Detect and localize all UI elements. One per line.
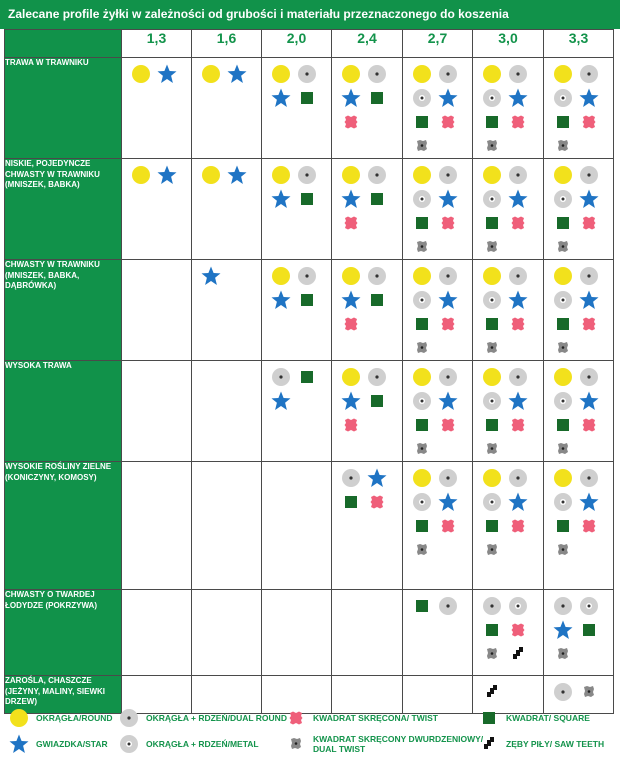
square-line-icon	[576, 618, 602, 642]
star-line-icon	[338, 389, 364, 413]
legend-label: OKRĄGŁA + RDZEŃ/DUAL ROUND	[146, 713, 287, 723]
table-cell	[192, 260, 262, 361]
metal-core-icon	[479, 490, 505, 514]
metal-core-icon	[409, 86, 435, 110]
table-cell	[262, 462, 332, 590]
star-line-icon	[364, 466, 390, 490]
dual-twist-icon	[550, 538, 576, 562]
round-line-icon	[479, 365, 505, 389]
star-line-icon	[435, 187, 461, 211]
square-line-icon	[294, 187, 320, 211]
legend	[0, 695, 620, 768]
round-line-icon	[198, 62, 224, 86]
star-line-icon	[268, 389, 294, 413]
dual-twist-icon	[409, 235, 435, 259]
star-line-icon	[268, 187, 294, 211]
table-cell	[544, 260, 614, 361]
table-cell	[403, 590, 473, 676]
star-line-icon	[505, 288, 531, 312]
star-line-icon	[154, 62, 180, 86]
star-line-icon	[224, 163, 250, 187]
star-line-icon	[550, 618, 576, 642]
dual-round-icon	[505, 365, 531, 389]
square-line-icon	[364, 288, 390, 312]
twist-line-icon	[338, 413, 364, 437]
metal-core-icon	[550, 490, 576, 514]
star-line-icon	[576, 389, 602, 413]
round-line-icon	[268, 264, 294, 288]
table-cell	[473, 590, 544, 676]
round-line-icon	[550, 62, 576, 86]
table-cell	[262, 159, 332, 260]
dual-twist-icon	[550, 235, 576, 259]
star-line-icon	[435, 288, 461, 312]
twist-line-icon	[435, 312, 461, 336]
square-line-icon	[479, 514, 505, 538]
twist-line-icon	[576, 514, 602, 538]
legend-item	[478, 733, 604, 755]
square-line-icon	[550, 110, 576, 134]
star-line-icon	[576, 490, 602, 514]
dual-round-icon	[505, 163, 531, 187]
round-line-icon	[128, 62, 154, 86]
star-line-icon	[576, 86, 602, 110]
dual-round-icon	[576, 163, 602, 187]
table-cell	[192, 361, 262, 462]
row-header: TRAWA W TRAWNIKU	[5, 58, 122, 159]
table-cell	[122, 260, 192, 361]
dual-round-icon	[294, 163, 320, 187]
star-line-icon	[338, 86, 364, 110]
star-line-icon	[268, 288, 294, 312]
dual-twist-icon	[409, 336, 435, 360]
square-line-icon	[409, 312, 435, 336]
round-line-icon	[268, 62, 294, 86]
metal-core-icon	[550, 187, 576, 211]
square-line-icon	[409, 211, 435, 235]
square-line-icon	[294, 86, 320, 110]
metal-core-icon	[409, 187, 435, 211]
legend-label: GWIAZDKA/STAR	[36, 739, 108, 749]
twist-line-icon	[505, 618, 531, 642]
table-row	[5, 159, 614, 260]
table-cell	[544, 58, 614, 159]
table-cell	[544, 590, 614, 676]
column-header: 1,6	[192, 30, 262, 58]
table-cell	[192, 159, 262, 260]
metal-core-icon	[409, 490, 435, 514]
dual-round-icon	[435, 594, 461, 618]
header-row	[5, 30, 614, 58]
table-row	[5, 590, 614, 676]
dual-round-icon	[550, 594, 576, 618]
metal-core-icon	[550, 288, 576, 312]
table-cell	[262, 58, 332, 159]
dual-round-icon	[435, 466, 461, 490]
dual-round-icon	[364, 163, 390, 187]
metal-core-icon	[479, 389, 505, 413]
square-line-icon	[479, 413, 505, 437]
dual-round-icon	[576, 62, 602, 86]
table-cell	[262, 260, 332, 361]
dual-twist-icon	[479, 538, 505, 562]
dual-round-icon	[364, 365, 390, 389]
dual-round-icon	[435, 264, 461, 288]
square-line-icon	[479, 110, 505, 134]
metal-core-icon	[576, 594, 602, 618]
legend-label: KWADRAT/ SQUARE	[506, 713, 590, 723]
dual-twist-icon	[479, 336, 505, 360]
dual-round-icon	[576, 365, 602, 389]
twist-line-icon	[338, 312, 364, 336]
round-line-icon	[409, 163, 435, 187]
square-line-icon	[409, 594, 435, 618]
round-line-icon	[338, 163, 364, 187]
row-header: WYSOKA TRAWA	[5, 361, 122, 462]
table-cell	[192, 590, 262, 676]
square-line-icon	[409, 110, 435, 134]
dual-twist-icon	[409, 134, 435, 158]
dual-round-icon	[505, 466, 531, 490]
column-header: 3,3	[544, 30, 614, 58]
star-line-icon	[8, 733, 30, 755]
dual-round-icon	[435, 62, 461, 86]
star-line-icon	[224, 62, 250, 86]
table-cell	[122, 58, 192, 159]
column-header: 2,0	[262, 30, 332, 58]
dual-round-icon	[505, 264, 531, 288]
column-header: 1,3	[122, 30, 192, 58]
table-cell	[192, 58, 262, 159]
dual-round-icon	[338, 466, 364, 490]
table-cell	[262, 361, 332, 462]
twist-line-icon	[505, 312, 531, 336]
row-header: CHWASTY W TRAWNIKU (MNISZEK, BABKA, DĄBRÓWKA)	[5, 260, 122, 361]
legend-label: OKRĄGŁA + RDZEŃ/METAL	[146, 739, 259, 749]
square-line-icon	[294, 365, 320, 389]
row-header: WYSOKIE ROŚLINY ZIELNE (KONICZYNY, KOMOSY)	[5, 462, 122, 590]
round-line-icon	[479, 163, 505, 187]
table-cell	[403, 361, 473, 462]
square-line-icon	[294, 288, 320, 312]
twist-line-icon	[505, 211, 531, 235]
dual-round-icon	[435, 163, 461, 187]
row-header: ZAROŚLA, CHASZCZE (JEŻYNY, MALINY, SIEWKI DRZEW)	[5, 676, 122, 714]
twist-line-icon	[576, 110, 602, 134]
round-line-icon	[409, 62, 435, 86]
square-line-icon	[550, 514, 576, 538]
dual-round-icon	[294, 264, 320, 288]
square-line-icon	[478, 707, 500, 729]
square-line-icon	[364, 86, 390, 110]
dual-twist-icon	[550, 336, 576, 360]
dual-twist-icon	[479, 134, 505, 158]
star-line-icon	[268, 86, 294, 110]
star-line-icon	[435, 389, 461, 413]
square-line-icon	[479, 312, 505, 336]
legend-label: OKRĄGŁA/ROUND	[36, 713, 113, 723]
round-line-icon	[550, 365, 576, 389]
star-line-icon	[576, 187, 602, 211]
square-line-icon	[479, 211, 505, 235]
metal-core-icon	[479, 288, 505, 312]
table-row	[5, 462, 614, 590]
legend-item	[118, 733, 259, 755]
legend-item	[118, 707, 287, 729]
table-cell	[332, 159, 403, 260]
twist-line-icon	[505, 110, 531, 134]
twist-line-icon	[435, 413, 461, 437]
dual-twist-icon	[285, 733, 307, 755]
row-header: NISKIE, POJEDYNCZE CHWASTY W TRAWNIKU (MNISZEK, BABKA)	[5, 159, 122, 260]
twist-line-icon	[338, 110, 364, 134]
table-cell	[332, 462, 403, 590]
star-line-icon	[435, 490, 461, 514]
square-line-icon	[550, 413, 576, 437]
legend-item	[8, 733, 108, 755]
star-line-icon	[505, 187, 531, 211]
column-header: 3,0	[473, 30, 544, 58]
round-line-icon	[479, 62, 505, 86]
dual-round-icon	[294, 62, 320, 86]
twist-line-icon	[338, 211, 364, 235]
star-line-icon	[576, 288, 602, 312]
star-line-icon	[338, 187, 364, 211]
table-cell	[473, 159, 544, 260]
table-cell	[473, 58, 544, 159]
table-cell	[332, 58, 403, 159]
dual-twist-icon	[409, 538, 435, 562]
saw-teeth-icon	[505, 642, 531, 666]
table-cell	[332, 361, 403, 462]
square-line-icon	[550, 211, 576, 235]
square-line-icon	[479, 618, 505, 642]
round-line-icon	[550, 466, 576, 490]
dual-twist-icon	[550, 134, 576, 158]
dual-round-icon	[118, 707, 140, 729]
dual-round-icon	[364, 62, 390, 86]
twist-line-icon	[364, 490, 390, 514]
twist-line-icon	[505, 413, 531, 437]
dual-twist-icon	[409, 437, 435, 461]
legend-item	[285, 733, 483, 755]
star-line-icon	[435, 86, 461, 110]
star-line-icon	[198, 264, 224, 288]
table-cell	[403, 58, 473, 159]
table-cell	[403, 260, 473, 361]
twist-line-icon	[576, 211, 602, 235]
dual-twist-icon	[479, 437, 505, 461]
star-line-icon	[338, 288, 364, 312]
square-line-icon	[364, 187, 390, 211]
recommendation-table	[4, 29, 614, 714]
table-cell	[262, 590, 332, 676]
legend-item	[8, 707, 113, 729]
square-line-icon	[409, 514, 435, 538]
star-line-icon	[505, 490, 531, 514]
square-line-icon	[338, 490, 364, 514]
table-row	[5, 58, 614, 159]
round-line-icon	[8, 707, 30, 729]
star-line-icon	[505, 389, 531, 413]
column-header: 2,7	[403, 30, 473, 58]
table-row	[5, 361, 614, 462]
twist-line-icon	[576, 413, 602, 437]
metal-core-icon	[479, 187, 505, 211]
dual-round-icon	[364, 264, 390, 288]
round-line-icon	[128, 163, 154, 187]
dual-twist-icon	[550, 437, 576, 461]
round-line-icon	[409, 466, 435, 490]
metal-core-icon	[118, 733, 140, 755]
page-title: Zalecane profile żyłki w zależności od grubości i materiału przeznaczonego do koszenia	[0, 0, 620, 29]
twist-line-icon	[505, 514, 531, 538]
dual-twist-icon	[479, 642, 505, 666]
table-cell	[122, 159, 192, 260]
metal-core-icon	[479, 86, 505, 110]
table-cell	[122, 590, 192, 676]
dual-twist-icon	[479, 235, 505, 259]
column-header: 2,4	[332, 30, 403, 58]
row-header: CHWASTY O TWARDEJ ŁODYDZE (POKRZYWA)	[5, 590, 122, 676]
dual-round-icon	[479, 594, 505, 618]
twist-line-icon	[435, 211, 461, 235]
table-cell	[473, 260, 544, 361]
dual-round-icon	[435, 365, 461, 389]
metal-core-icon	[409, 288, 435, 312]
round-line-icon	[479, 466, 505, 490]
twist-line-icon	[576, 312, 602, 336]
dual-round-icon	[505, 62, 531, 86]
round-line-icon	[409, 264, 435, 288]
legend-label: KWADRAT SKRĘCONY DWURDZENIOWY/ DUAL TWIST	[313, 734, 484, 754]
round-line-icon	[338, 365, 364, 389]
dual-twist-icon	[550, 642, 576, 666]
round-line-icon	[268, 163, 294, 187]
table-cell	[473, 462, 544, 590]
table-cell	[544, 361, 614, 462]
star-line-icon	[505, 86, 531, 110]
round-line-icon	[338, 264, 364, 288]
table-cell	[122, 462, 192, 590]
square-line-icon	[550, 312, 576, 336]
round-line-icon	[479, 264, 505, 288]
dual-round-icon	[576, 264, 602, 288]
table-cell	[332, 590, 403, 676]
table-cell	[332, 260, 403, 361]
round-line-icon	[198, 163, 224, 187]
table-cell	[544, 159, 614, 260]
legend-item	[285, 707, 438, 729]
twist-line-icon	[435, 514, 461, 538]
table-cell	[403, 159, 473, 260]
legend-label: ZĘBY PIŁY/ SAW TEETH	[506, 739, 605, 749]
table-cell	[473, 361, 544, 462]
star-line-icon	[154, 163, 180, 187]
metal-core-icon	[550, 389, 576, 413]
round-line-icon	[550, 264, 576, 288]
twist-line-icon	[435, 110, 461, 134]
table-cell	[544, 462, 614, 590]
corner-cell	[5, 30, 122, 58]
table-cell	[192, 462, 262, 590]
legend-item	[478, 707, 590, 729]
square-line-icon	[409, 413, 435, 437]
round-line-icon	[338, 62, 364, 86]
round-line-icon	[409, 365, 435, 389]
metal-core-icon	[409, 389, 435, 413]
table-row	[5, 260, 614, 361]
twist-line-icon	[285, 707, 307, 729]
legend-label: KWADRAT SKRĘCONA/ TWIST	[313, 713, 438, 723]
table-cell	[403, 462, 473, 590]
square-line-icon	[364, 389, 390, 413]
metal-core-icon	[550, 86, 576, 110]
dual-round-icon	[576, 466, 602, 490]
saw-teeth-icon	[478, 733, 500, 755]
table-cell	[122, 361, 192, 462]
dual-round-icon	[268, 365, 294, 389]
round-line-icon	[550, 163, 576, 187]
metal-core-icon	[505, 594, 531, 618]
